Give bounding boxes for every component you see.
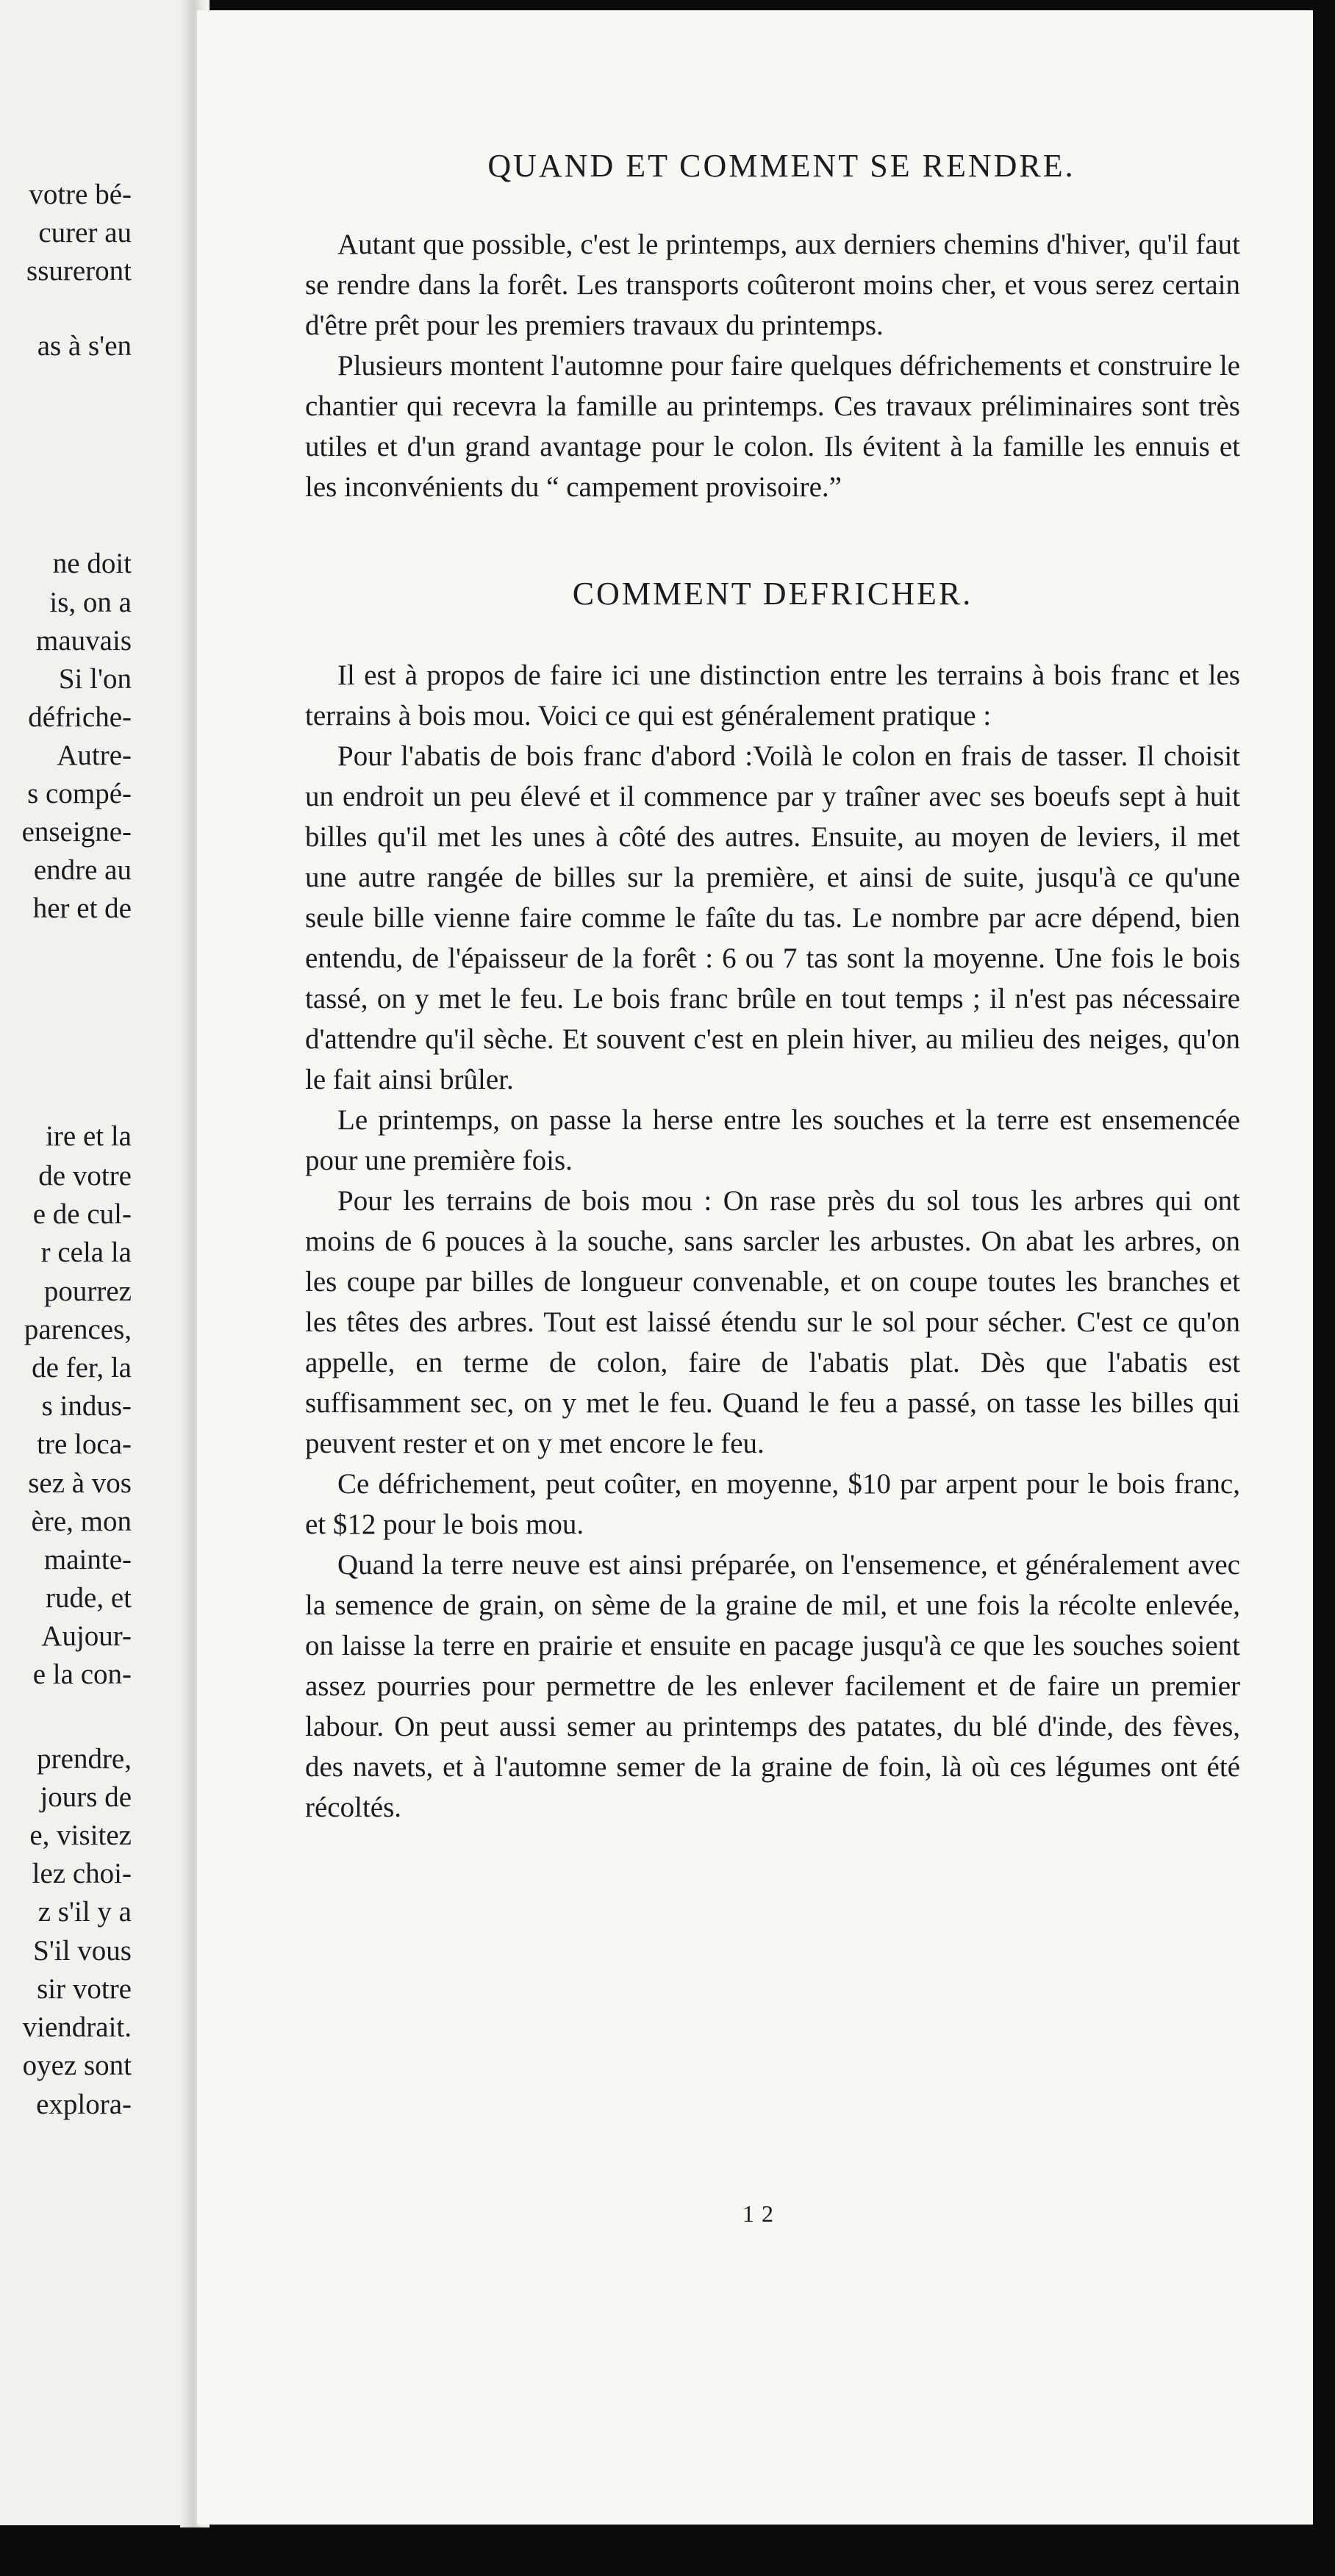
left-text-line: as à s'en [37,330,132,362]
section-heading: QUAND ET COMMENT SE RENDRE. [487,148,1075,184]
left-text-line: prendre, [37,1743,132,1775]
paragraph: Il est à propos de faire ici une distinction entre les terrains à bois franc et les terrains à bois mou. Voici ce qui est généralement pratique : [305,659,1240,731]
left-text-line: ire et la [46,1120,132,1152]
left-text-line: sir votre [37,1973,132,2005]
left-text-line: e de cul- [32,1198,132,1230]
left-text-line: de votre [38,1160,132,1192]
scan-border-right [1313,0,1335,2576]
left-text-line: r cela la [40,1237,132,1268]
paragraph: Pour l'abatis de bois franc d'abord :Voilà le colon en frais de tasser. Il choisit un endroit un peu élevé et il commence par y traîner avec ses boeufs sept à huit billes qu'il met les unes à côté des autres. Ensuite, au moyen de leviers, il met une autre rangée de billes sur la première, et ainsi de suite, jusqu'à ce qu'une seule bille vienne faire comme le faîte du tas. Le nombre par acre dépend, bien entendu, de l'épaisseur de la forêt : 6 ou 7 tas sont la moyenne. Une fois le bois tassé, on y met le feu. Le bois franc brûle en tout temps ; il n'est pas nécessaire d'attendre qu'il sèche. Et souvent c'est en plein hiver, au milieu des neiges, qu'on le fait ainsi brûler. [305,740,1240,1095]
left-text-line: enseigne- [21,816,132,848]
left-text-line: curer au [38,217,132,248]
left-text-line: ne doit [52,548,132,579]
left-text-line: s indus- [41,1390,132,1422]
paragraph: Le printemps, on passe la herse entre les souches et la terre est ensemencée pour une première fois. [305,1103,1240,1176]
left-text-line: S'il vous [33,1935,132,1967]
left-text-line: mauvais [36,625,132,656]
section-heading: COMMENT DEFRICHER. [572,575,973,612]
left-text-line: mainte- [43,1544,132,1575]
left-text-line: s compé- [27,778,132,809]
paragraph: Quand la terre neuve est ainsi préparée, on l'ensemence, et généralement avec la semence de grain, on sème de la graine de mil, et une fois la récolte enlevée, on laisse la terre en prairie et ensuite en pacage jusqu'à ce que les souches soient assez pourries pour permettre de les enlever facilement et de faire un premier labour. On peut aussi semer au printemps des patates, du blé d'inde, des fèves, des navets, et à l'automne semer de la graine de foin, là où ces légumes ont été récoltés. [305,1548,1240,1823]
left-text-line: Aujour- [41,1620,132,1652]
scan-border-bottom [0,2527,1335,2576]
paragraph: Pour les terrains de bois mou : On rase près du sol tous les arbres qui ont moins de 6 pouces à la souche, sans sarcler les arbustes. On abat les arbres, on les coupe par billes de longueur convenable, et on coupe toutes les branches et les têtes des arbres. Tout est laissé étendu sur le sol pour sécher. C'est ce qu'on appelle, en terme de colon, faire de l'abatis plat. Dès que l'abatis est suffisamment sec, on y met le feu. Quand le feu a passé, on tasse les billes qui peuvent rester et on y met encore le feu. [305,1184,1240,1459]
left-text-line: lez choi- [32,1858,132,1889]
left-text-line: Autre- [57,740,132,771]
page-content [305,147,1240,1828]
left-text-line: viendrait. [22,2011,132,2043]
left-text-line: tre loca- [37,1428,132,1460]
left-text-line: explora- [36,2089,132,2120]
left-text-line: parences, [24,1314,132,1345]
left-text-line: défriche- [28,701,132,733]
left-text-line: rude, et [46,1582,132,1614]
left-text-line: is, on a [49,587,132,618]
paragraph: Autant que possible, c'est le printemps, aux derniers chemins d'hiver, qu'il faut se rendre dans la forêt. Les transports coûteront moins cher, et vous serez certain d'être prêt pour les premiers travaux du printemps. [305,228,1240,341]
left-text-line: her et de [32,892,132,924]
left-text-line: ère, mon [31,1506,132,1537]
left-text-line: ssureront [26,255,132,287]
left-text-line: sez à vos [28,1467,132,1499]
left-text-line: e, visitez [29,1820,132,1851]
paragraph: Ce défrichement, peut coûter, en moyenne, $10 par arpent pour le bois franc, et $12 pour le bois mou. [305,1467,1240,1540]
left-text-line: z s'il y a [37,1896,132,1928]
left-page-fragment [0,0,195,2525]
left-text-line: endre au [33,854,132,886]
page-number: 12 [742,2200,781,2227]
left-text-line: oyez sont [22,2050,132,2081]
left-text-line: Si l'on [58,663,132,695]
paragraph: Plusieurs montent l'automne pour faire quelques défrichements et construire le chantier qui recevra la famille au printemps. Ces travaux préliminaires sont très utiles et d'un grand avantage pour le colon. Ils évitent à la famille les ennuis et les inconvénients du “ campement provisoire.” [305,349,1240,503]
left-text-line: e la con- [32,1659,132,1690]
left-text-line: votre bé- [29,179,132,210]
left-text-line: de fer, la [32,1352,132,1384]
left-text-line: jours de [40,1781,132,1813]
left-text-line: pourrez [43,1276,132,1307]
